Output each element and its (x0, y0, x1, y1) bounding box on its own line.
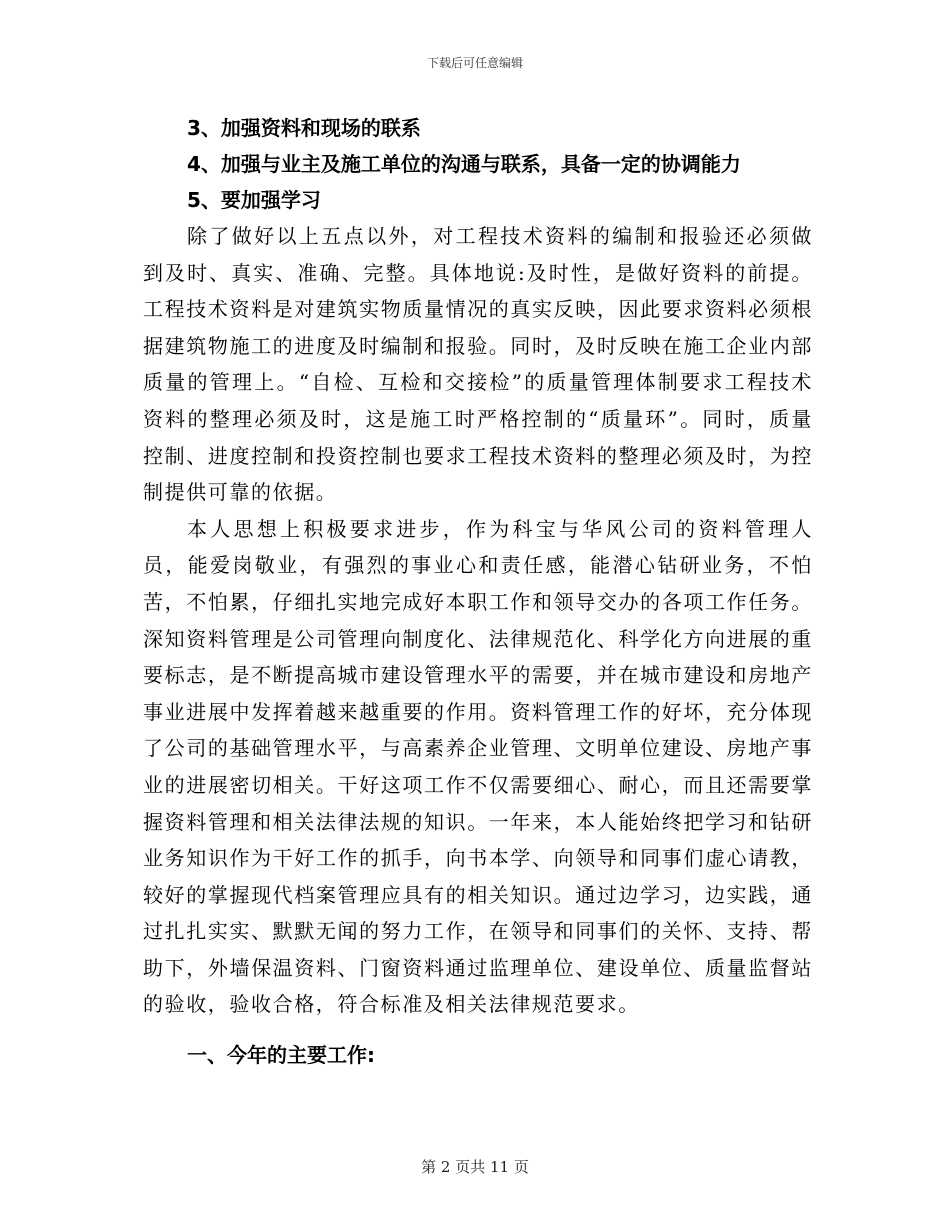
heading-3: 3、加强资料和现场的联系 (187, 116, 421, 140)
paragraph-self-review: 本人思想上积极要求进步，作为科宝与华风公司的资料管理人员，能爱岗敬业，有强烈的事业心和责任感，能潜心钻研业务，不怕苦，不怕累，仔细扎实地完成好本职工作和领导交办的各项工作任务。深知资料管理是公司管理向制度化、法律规范化、科学化方向进展的重要标志，是不断提高城市建设管理水平的需要，并在城市建设和房地产事业进展中发挥着越来越重要的作用。资料管理工作的好坏，充分体现了公司的基础管理水平，与高素养企业管理、文明单位建设、房地产事业的进展密切相关。干好这项工作不仅需要细心、耐心，而且还需要掌握资料管理和相关法律法规的知识。一年来，本人能始终把学习和钻研业务知识作为干好工作的抓手，向书本学、向领导和同事们虚心请教，较好的掌握现代档案管理应具有的相关知识。通过边学习，边实践，通过扎扎实实、默默无闻的努力工作，在领导和同事们的关怀、支持、帮助下，外墙保温资料、门窗资料通过监理单位、建设单位、质量监督站的验收，验收合格，符合标准及相关法律规范要求。 (143, 516, 813, 1017)
page-number: 第 2 页共 11 页 (421, 1158, 529, 1176)
document-content (143, 110, 813, 1073)
paragraph-timeliness: 除了做好以上五点以外，对工程技术资料的编制和报验还必须做到及时、真实、准确、完整。具体地说:及时性，是做好资料的前提。工程技术资料是对建筑实物质量情况的真实反映，因此要求资料必须根据建筑物施工的进度及时编制和报验。同时，及时反映在施工企业内部质量的管理上。“自检、互检和交接检”的质量管理体制要求工程技术资料的整理必须及时，这是施工时严格控制的“质量环”。同时，质量控制、进度控制和投资控制也要求工程技术资料的整理必须及时，为控制提供可靠的依据。 (143, 224, 813, 505)
heading-5: 5、要加强学习 (187, 188, 321, 212)
heading-4: 4、加强与业主及施工单位的沟通与联系，具备一定的协调能力 (187, 152, 741, 176)
header-note: 下载后可任意编辑 (426, 56, 523, 70)
section-heading-main-work: 一、今年的主要工作: (187, 1043, 375, 1068)
